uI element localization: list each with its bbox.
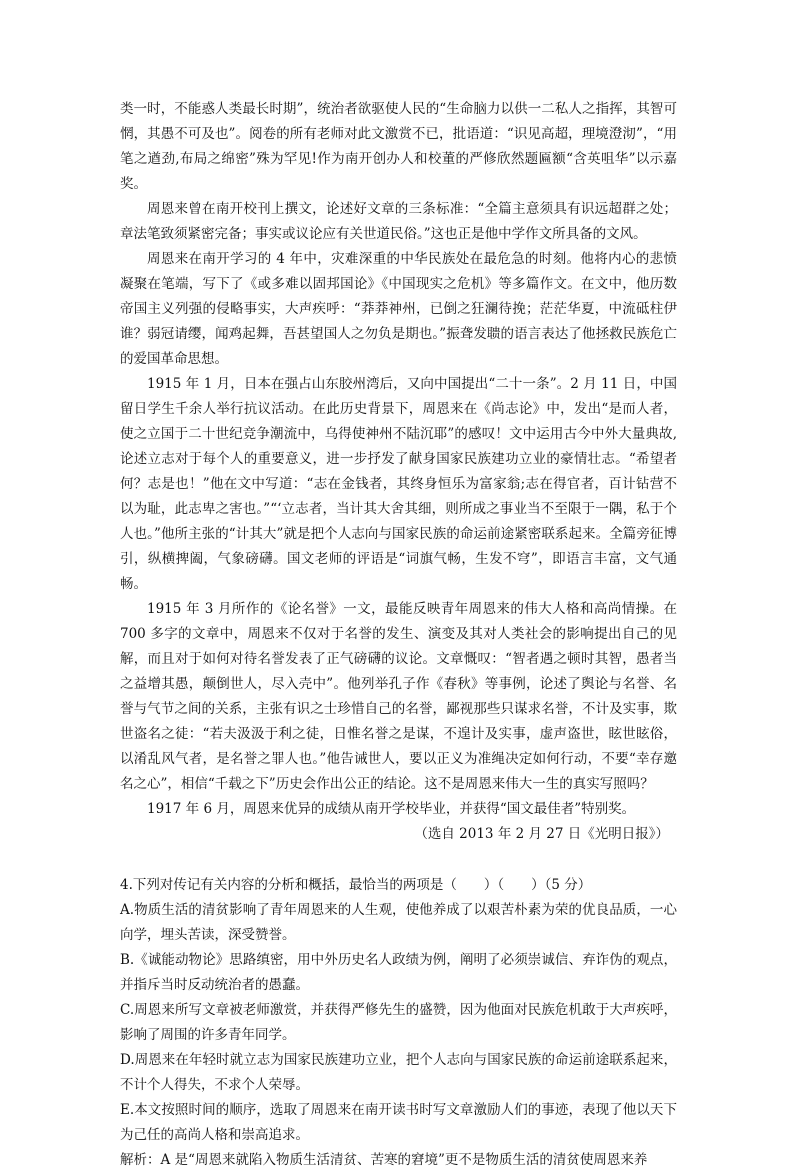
option-d: D.周恩来在年轻时就立志为国家民族建功立业，把个人志向与国家民族的命运前途联系起来，不计个人得失，不求个人荣辱。 [120,1052,677,1093]
paragraph: 周恩来曾在南开校刊上撰文，论述好文章的三条标准：“全篇主意须具有识远超群之处；章法笔致须紧密完备；事实或议论应有关世道民俗。”这也正是他中学作文所具备的文风。 [120,201,677,242]
paragraph: 类一时，不能惑人类最长时期”，统治者欲驱使人民的“生命脑力以供一二私人之指挥，其智可惘，其愚不可及也”。阅卷的所有老师对此文激赏不已，批语道：“识见高超，理境澄沏”，“用笔之遒劲,布局之绵密”殊为罕见!作为南开创办人和校董的严修欣然题匾额“含英咀华”以示嘉奖。 [120,101,677,192]
option-e: E.本文按照时间的顺序，选取了周恩来在南开读书时写文章激励人们的事迹，表现了他以天下为己任的高尚人格和崇高追求。 [120,1102,677,1143]
document-page [120,97,677,1173]
option-b: B.《诚能动物论》思路缜密，用中外历史名人政绩为例，阐明了必须崇诚信、弃诈伪的观点，并指斥当时反动统治者的愚蠢。 [120,952,677,993]
option-c: C.周恩来所写文章被老师激赏，并获得严修先生的盛赞，因为他面对民族危机敢于大声疾呼，影响了周围的许多青年同学。 [120,1002,677,1043]
spacer [120,847,677,873]
analysis-text: 解析：A 是“周恩来就陷入物质生活清贫、苦寒的窘境”更不是物质生活的清贫使周恩来养 [120,1152,648,1168]
question-stem: 4.下列对传记有关内容的分析和概括，最恰当的两项是（ ）（ ）（5 分） [120,877,592,893]
paragraph: 1915 年 1 月，日本在强占山东胶州湾后，又向中国提出“二十一条”。2 月 11 日，中国留日学生千余人举行抗议活动。在此历史背景下，周恩来在《尚志论》中，发出“是而人者，使之立国于二十世纪竞争潮流中，乌得使神州不陆沉耶”的感叹！文中运用古今中外大量典故,论述立志对于每个人的重要意义，进一步抒发了献身国家民族建功立业的豪情壮志。“希望者何？志是也！”他在文中写道：“志在金钱者，其终身恒乐为富家翁;志在得官者，百计钻营不以为耻，此志卑之害也。”“‘立志者，当计其大舍其细，则所成之事业当不至限于一隅，私于个人也。”他所主张的“计其大”就是把个人志向与国家民族的命运前途紧密联系起来。全篇旁征博引，纵横捭阖，气象磅礴。国文老师的评语是“词旗气畅，生发不穹”，即语言丰富，文气通畅。 [120,376,677,592]
source-citation: （选自 2013 年 2 月 27 日《光明日报》） [414,826,669,842]
paragraph: 1915 年 3 月所作的《论名誉》一文，最能反映青年周恩来的伟大人格和高尚情操。在 700 多字的文章中，周恩来不仅对于名誉的发生、演变及其对人类社会的影响提出自己的见解，而且对于如何对待名誉发表了正气磅礴的议论。文章慨叹：“智者遇之顿时其智，愚者当之益增其愚，颠倒世人，尽入壳中”。他列举孔子作《春秋》等事例，论述了舆论与名誉、名誉与气节之间的关系，主张有识之士珍惜自己的名誉，鄙视那些只谋求名誉，不计及实事，欺世盗名之徒：“若夫汲汲于利之徒，日惟名誉之是谋，不遑计及实事，虚声盗世，眩世眩俗，以淆乱风气者，是名誉之罪人也。”他告诫世人，要以正义为准绳决定如何行动，不要“幸存邀名之心”，相信“千载之下”历史会作出公正的结论。这不是周恩来伟大一生的真实写照吗？ [120,601,677,792]
paragraph: 周恩来在南开学习的 4 年中，灾难深重的中华民族处在最危急的时刻。他将内心的悲愤凝聚在笔端，写下了《或多难以固邦国论》《中国现实之危机》等多篇作文。在文中，他历数帝国主义列强的侵略事实，大声疾呼：“莽莽神州，已倒之狂澜待挽；茫茫华夏，中流砥柱伊谁？弱冠请缨，闻鸡起舞，吾甚望国人之勿负是期也。”振聋发聩的语言表达了他拯救民族危亡的爱国革命思想。 [120,251,677,367]
paragraph: 1917 年 6 月，周恩来优异的成绩从南开学校毕业，并获得“国文最佳者”特别奖。 [147,801,636,817]
question-block [120,873,677,1173]
option-a: A.物质生活的清贫影响了青年周恩来的人生观，使他养成了以艰苦朴素为荣的优良品质，一心向学，埋头苦读，深受赞誉。 [120,902,677,943]
